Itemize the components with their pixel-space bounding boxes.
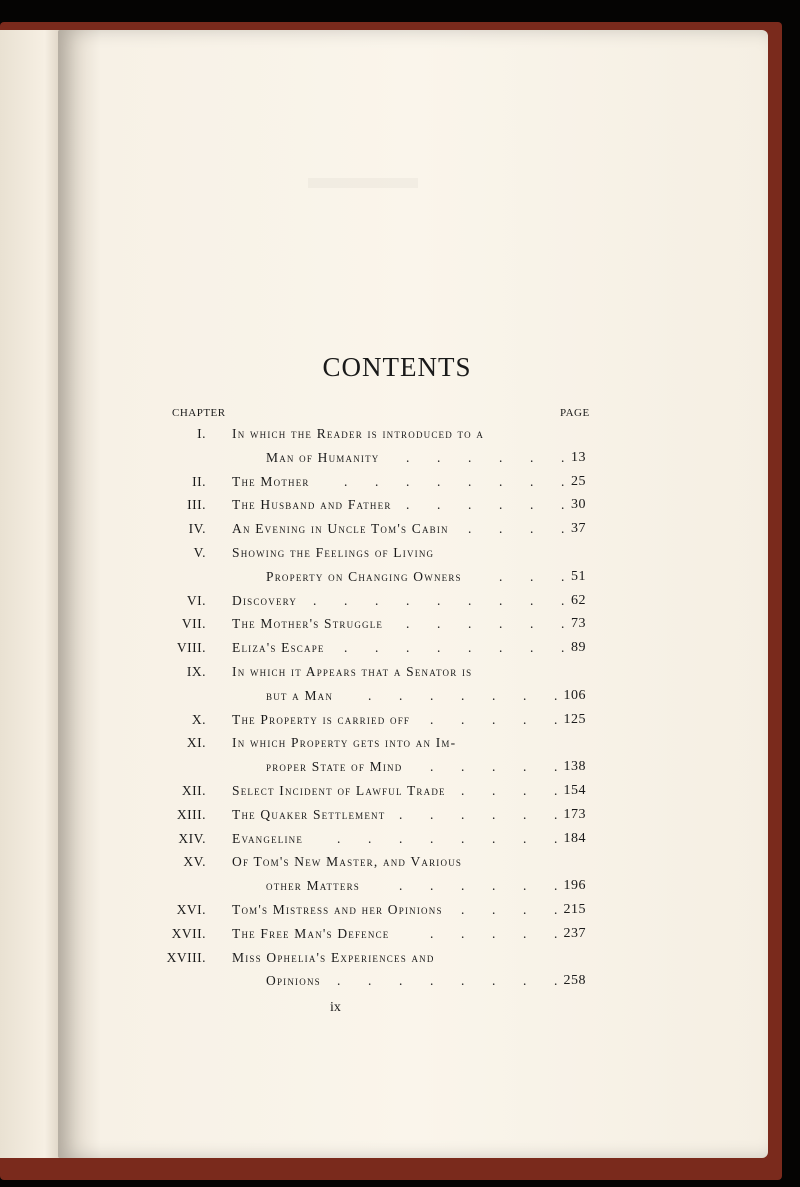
page-number: 125 (563, 711, 586, 727)
page-number: 13 (571, 449, 586, 465)
chapter-title: Property on Changing Owners (266, 568, 462, 584)
chapter-number: XV. (183, 854, 206, 870)
chapter-number: VII. (181, 616, 206, 632)
chapter-title: In which Property gets into an Im- (232, 735, 457, 751)
chapter-number: XIII. (176, 806, 206, 822)
chapter-title: Discovery (232, 592, 298, 608)
page-number: 37 (571, 521, 586, 537)
page-number: 184 (563, 830, 586, 846)
toc-entry-line: but a Man 106 . . . . . . . (266, 687, 586, 703)
toc-entry-line: XIII. The Quaker Settlement 173 . . . . . . (176, 806, 586, 822)
toc-entry-line: XVII. The Free Man's Defence 237 . . . . . (171, 925, 586, 941)
chapter-column-header: CHAPTER (172, 407, 226, 419)
chapter-title: In which the Reader is introduced to a (232, 426, 485, 441)
chapter-title: The Property is carried off (232, 711, 411, 727)
page-number: 73 (571, 616, 586, 632)
chapter-title: The Mother's Struggle (232, 616, 384, 632)
page-number: 173 (563, 806, 586, 822)
toc-entry-line: XIV. Evangeline 184 . . . . . . . . (178, 830, 586, 846)
chapter-number: VI. (186, 592, 206, 608)
toc-entry-line: VI. Discovery 62 . . . . . . . . . (186, 592, 586, 608)
chapter-number: IX. (186, 664, 206, 679)
page-number: 237 (563, 925, 586, 941)
page-number: 215 (563, 902, 586, 917)
toc-entry-line: X. The Property is carried off 125 . . . . . (191, 711, 586, 727)
contents-page (58, 30, 768, 1158)
chapter-number: XIV. (178, 830, 206, 846)
chapter-title: The Husband and Father (232, 497, 392, 513)
chapter-title: An Evening in Uncle Tom's Cabin (232, 521, 449, 537)
chapter-title: Miss Ophelia's Experiences and (232, 949, 435, 965)
chapter-number: XII. (181, 783, 206, 798)
chapter-number: X. (191, 711, 206, 727)
page-number: 138 (563, 759, 586, 775)
page-number: 258 (563, 973, 586, 989)
toc-entry-line: VII. The Mother's Struggle 73 . . . . . . (181, 616, 586, 632)
chapter-number: I. (197, 426, 206, 441)
toc-entry-line: Property on Changing Owners 51 . . . (266, 568, 586, 584)
left-page-edge (0, 30, 64, 1158)
toc-entry-line (58, 545, 768, 567)
page-folio: ix (330, 1000, 341, 1015)
chapter-title: proper State of Mind (266, 759, 403, 775)
chapter-number: XVIII. (166, 949, 206, 965)
chapter-number: II. (192, 473, 206, 489)
page-column-header: PAGE (560, 407, 590, 419)
chapter-number: VIII. (176, 640, 206, 656)
toc-entry-line: IV. An Evening in Uncle Tom's Cabin 37 . . . . (188, 521, 586, 537)
page-number: 51 (571, 568, 586, 584)
chapter-title: The Quaker Settlement (232, 806, 386, 822)
toc-entry-line: other Matters 196 . . . . . . (266, 878, 586, 894)
toc-entry-line: Man of Humanity 13 . . . . . . (266, 449, 586, 465)
toc-entry-line: II. The Mother 25 . . . . . . . . (192, 473, 586, 489)
chapter-title: In which it Appears that a Senator is (232, 664, 473, 679)
chapter-title: Showing the Feelings of Living (232, 545, 435, 560)
chapter-number: III. (187, 497, 206, 513)
toc-entry-line: XVI. Tom's Mistress and her Opinions 215 . . . . (176, 902, 586, 917)
toc-entry-line (58, 735, 768, 757)
chapter-title: Tom's Mistress and her Opinions (232, 902, 443, 917)
chapter-title: Evangeline (232, 830, 304, 846)
toc-entry-line: Opinions 258 . . . . . . . . (266, 973, 586, 989)
toc-entry-line (58, 950, 768, 972)
chapter-number: XI. (186, 735, 206, 751)
page-number: 30 (571, 497, 586, 513)
chapter-title: Select Incident of Lawful Trade (232, 783, 446, 798)
page-number: 25 (571, 473, 586, 489)
toc-entry-line: VIII. Eliza's Escape 89 . . . . . . . . (176, 640, 586, 656)
chapter-title: but a Man (266, 687, 334, 703)
page-number: 196 (563, 878, 586, 894)
chapter-title: The Mother (232, 473, 310, 489)
page-title: CONTENTS (322, 352, 472, 382)
chapter-number: XVII. (171, 925, 206, 941)
toc-entry-line (58, 854, 768, 876)
chapter-title: Of Tom's New Master, and Various (232, 854, 463, 870)
toc-entry-line (58, 426, 768, 448)
chapter-title: other Matters (266, 878, 360, 894)
chapter-title: Eliza's Escape (232, 640, 325, 656)
toc-entry-line: proper State of Mind 138 . . . . . (266, 759, 586, 775)
toc-entry-line (58, 664, 768, 686)
show-through-bleed (308, 178, 418, 188)
page-number: 89 (571, 640, 586, 656)
chapter-title: The Free Man's Defence (232, 925, 390, 941)
chapter-number: IV. (188, 521, 206, 537)
chapter-number: XVI. (176, 902, 206, 917)
chapter-number: V. (193, 545, 206, 560)
toc-entry-line: III. The Husband and Father 30 . . . . . . (187, 497, 586, 513)
chapter-title: Man of Humanity (266, 449, 380, 465)
page-number: 106 (563, 687, 586, 703)
chapter-title: Opinions (266, 973, 321, 989)
page-number: 62 (571, 592, 586, 608)
toc-entry-line: XII. Select Incident of Lawful Trade 154 . . . . (181, 783, 586, 798)
page-number: 154 (563, 783, 586, 798)
